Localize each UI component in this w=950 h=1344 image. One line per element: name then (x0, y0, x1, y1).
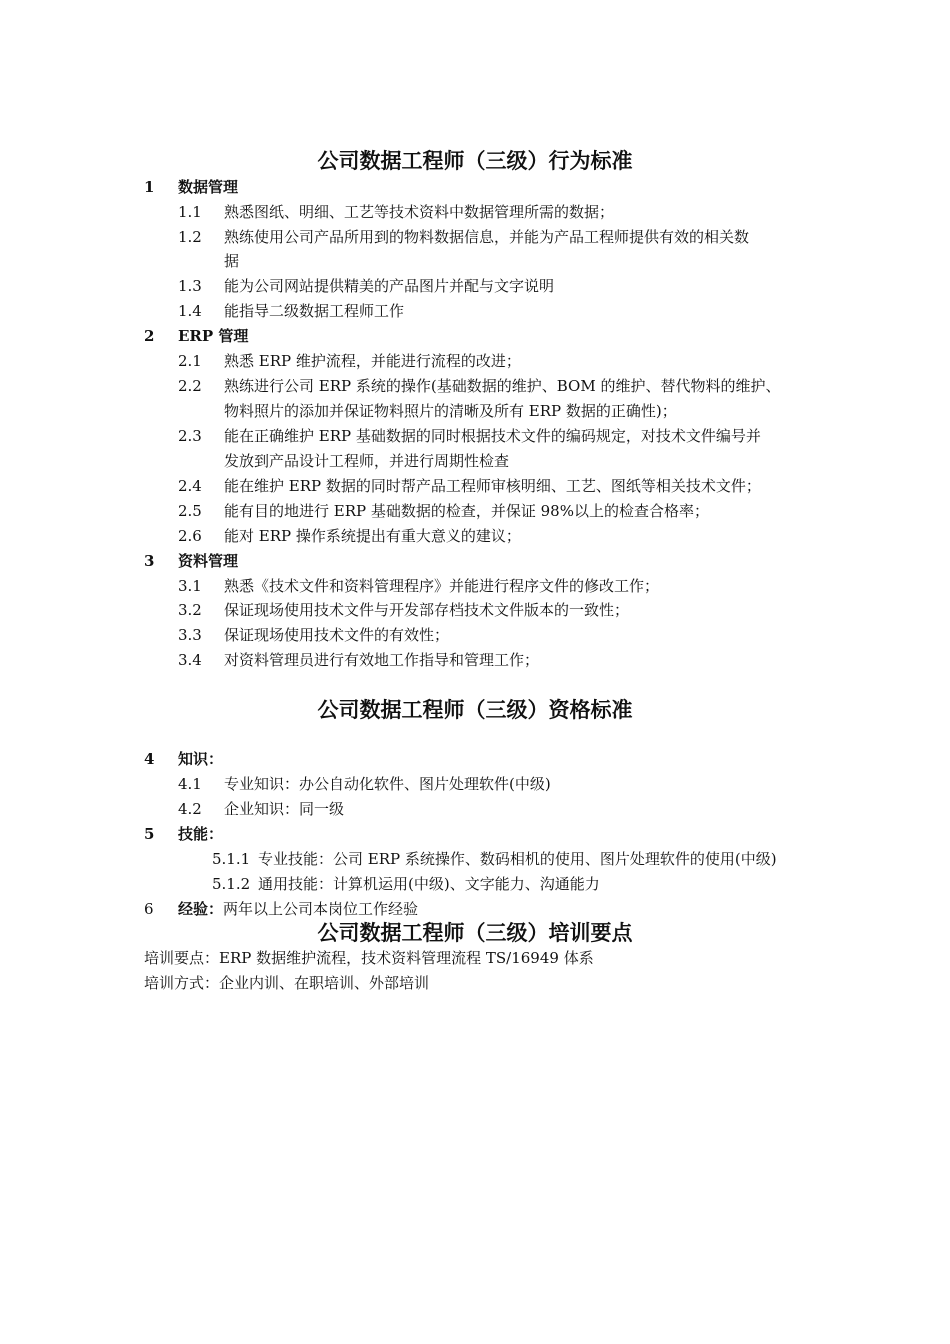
item-text: 能指导二级数据工程师工作 (224, 302, 405, 320)
section-title: 知识： (178, 750, 224, 768)
item-number: 5.1.2 (212, 875, 251, 893)
section-number: 1 (144, 178, 155, 196)
training-title: 公司数据工程师（三级）培训要点 (317, 920, 633, 945)
item-number: 2.3 (178, 427, 202, 445)
item-number: 3.3 (178, 626, 202, 644)
training-points: 培训要点：ERP 数据维护流程，技术资料管理流程 TS/16949 体系 (144, 949, 594, 967)
item-number: 2.6 (178, 527, 202, 545)
section-title: 经验： (178, 900, 224, 918)
item-text: 对资料管理员进行有效地工作指导和管理工作； (224, 651, 540, 669)
item-number: 2.1 (178, 352, 202, 370)
section-number: 4 (144, 750, 155, 768)
behavior-title: 公司数据工程师（三级）行为标准 (317, 148, 633, 173)
section-number: 2 (144, 327, 155, 345)
item-text: 熟悉图纸、明细、工艺等技术资料中数据管理所需的数据； (224, 203, 615, 221)
item-text: 熟悉《技术文件和资料管理程序》并能进行程序文件的修改工作； (224, 577, 660, 595)
training-methods: 培训方式：企业内训、在职培训、外部培训 (144, 974, 430, 992)
item-text: 专业知识：办公自动化软件、图片处理软件(中级) (224, 775, 551, 793)
item-text-continued: 发放到产品设计工程师，并进行周期性检查 (224, 452, 510, 470)
item-number: 4.2 (178, 800, 202, 818)
item-number: 1.3 (178, 277, 202, 295)
item-text: 能为公司网站提供精美的产品图片并配与文字说明 (224, 277, 555, 295)
experience-text: 两年以上公司本岗位工作经验 (223, 900, 419, 918)
item-text-continued: 据 (224, 252, 240, 270)
item-text: 保证现场使用技术文件与开发部存档技术文件版本的一致性； (224, 601, 630, 619)
item-number: 4.1 (178, 775, 202, 793)
section-number: 3 (144, 552, 155, 570)
item-text: 熟练进行公司 ERP 系统的操作(基础数据的维护、BOM 的维护、替代物料的维护、 (224, 377, 781, 395)
section-title: 资料管理 (178, 552, 239, 570)
item-number: 3.4 (178, 651, 202, 669)
item-text: 熟悉 ERP 维护流程，并能进行流程的改进； (224, 352, 521, 370)
item-text: 能在正确维护 ERP 基础数据的同时根据技术文件的编码规定，对技术文件编号并 (224, 427, 761, 445)
item-number: 3.2 (178, 601, 202, 619)
item-number: 1.4 (178, 302, 202, 320)
item-number: 3.1 (178, 577, 202, 595)
qualification-title: 公司数据工程师（三级）资格标准 (317, 697, 633, 722)
item-number: 2.4 (178, 477, 202, 495)
item-text: 保证现场使用技术文件的有效性； (224, 626, 450, 644)
section-title: ERP 管理 (178, 327, 249, 345)
item-number: 1.1 (178, 203, 202, 221)
item-number: 5.1.1 (212, 850, 251, 868)
item-text: 熟练使用公司产品所用到的物料数据信息，并能为产品工程师提供有效的相关数 (224, 228, 750, 246)
item-text: 企业知识：同一级 (224, 800, 345, 818)
item-number: 2.2 (178, 377, 202, 395)
item-text: 能对 ERP 操作系统提出有重大意义的建议； (224, 527, 521, 545)
section-title: 技能： (178, 825, 224, 843)
section-title: 数据管理 (178, 178, 239, 196)
item-number: 1.2 (178, 228, 202, 246)
item-text: 能有目的地进行 ERP 基础数据的检查，并保证 98%以上的检查合格率； (224, 502, 709, 520)
item-text: 通用技能：计算机运用(中级)、文字能力、沟通能力 (258, 875, 600, 893)
item-text: 能在维护 ERP 数据的同时帮产品工程师审核明细、工艺、图纸等相关技术文件； (224, 477, 761, 495)
section-number: 6 (144, 900, 154, 918)
item-text-continued: 物料照片的添加并保证物料照片的清晰及所有 ERP 数据的正确性)； (224, 402, 677, 420)
item-text: 专业技能：公司 ERP 系统操作、数码相机的使用、图片处理软件的使用(中级) (258, 850, 777, 868)
section-number: 5 (144, 825, 155, 843)
item-number: 2.5 (178, 502, 202, 520)
